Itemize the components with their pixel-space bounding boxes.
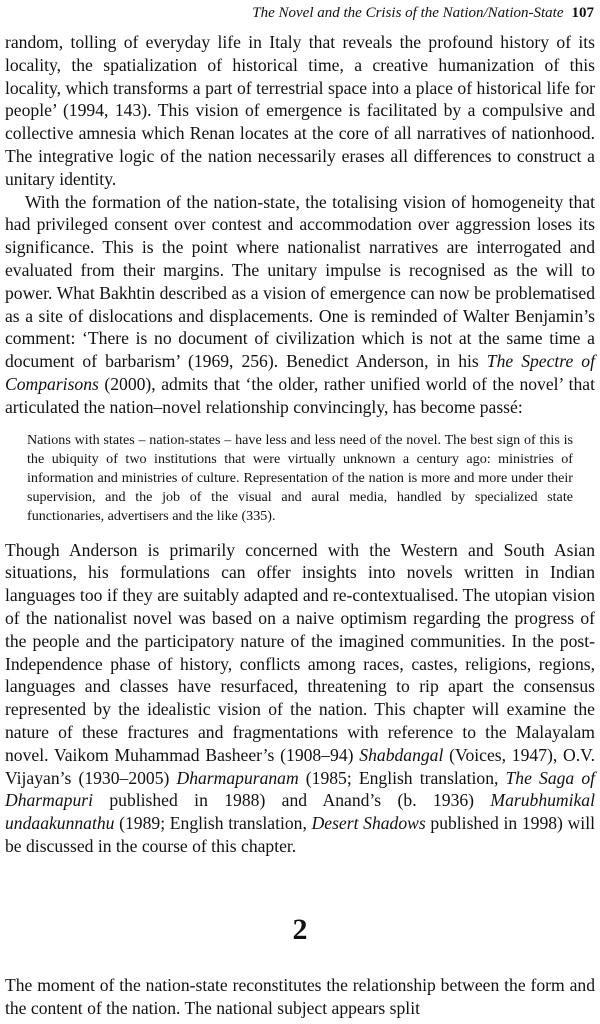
book-title-dharmapuranam: Dharmapuranam: [176, 767, 299, 788]
book-title-saga-of-dharmapuri: The Saga of Dharmapuri: [5, 767, 596, 811]
book-title-spectre: The Spectre of Comparisons: [5, 351, 595, 394]
book-title-marubhumikal: Marubhumikal undaakunnathu: [5, 790, 595, 834]
book-title-desert-shadows: Desert Shadows: [311, 813, 426, 834]
book-title-shabdangal: Shabdangal: [359, 744, 444, 765]
paragraph-3-text-d: published in 1988) and Anand’s (b. 1936): [92, 790, 491, 811]
paragraph-3-text-e: (1989; English translation,: [114, 813, 312, 834]
body-text: [5, 31, 595, 1019]
paragraph-2: [5, 191, 595, 419]
paragraph-1: random, tolling of everyday life in Italy that reveals the profound history of its locality, the spatialization of historical time, a creative humanization of this locality, which transforms a part of terrestrial space into a place of historical life for people’ (1994, 143). This vision of emergence is facilitated by a compulsive and collective amnesia which Renan locates at the core of all narratives of nationhood. The integrative logic of the nation necessarily erases all differences to construct a unitary identity.: [5, 32, 595, 189]
running-header: [0, 5, 594, 22]
paragraph-3-text-c: (1985; English translation,: [298, 767, 506, 788]
block-quote-text: Nations with states – nation-states – have less and less need of the novel. The best sign of this is the ubiquity of two institutions that were virtually unknown a century ago: ministries of information and ministries of culture. Representation of the nation is more and more under their supervision, and the job of the visual and aural media, handled by specialized state functionaries, advertisers and the like (335).: [27, 431, 573, 525]
paragraph-3-text-b: (Voices, 1947), O.V. Vijayan’s (1930–2005): [5, 744, 595, 788]
page-number: 107: [571, 5, 594, 21]
paragraph-3: [5, 539, 595, 858]
paragraph-2-text-a: With the formation of the nation-state, the totalising vision of homogeneity that had privileged consent over contest and accommodation over aggression loses its significance. This is the point where nationalist narratives are interrogated and evaluated from their margins. The unitary impulse is recognised as the will to power. What Bakhtin described as a vision of emergence can now be problematised as a site of dislocations and displacements. One is reminded of Walter Benjamin’s comment: ‘There is no document of civilization which is not at the same time a document of barbarism’ (1969, 256). Benedict Anderson, in his: [5, 191, 595, 372]
running-title: The Novel and the Crisis of the Nation/Nation-State: [252, 5, 564, 21]
paragraph-3-text-f: published in 1998) will be discussed in the course of this chapter.: [5, 813, 595, 856]
block-quote: [27, 431, 573, 527]
section-number: 2: [292, 912, 308, 946]
paragraph-4: The moment of the nation-state reconstitutes the relationship between the form and the content of the nation. The national subject appears split: [5, 974, 595, 1018]
paragraph-2-text-b: (2000), admits that ‘the older, rather unified world of the novel’ that articulated the nation–novel relationship convincingly, has become passé:: [5, 373, 595, 417]
paragraph-3-text-a: Though Anderson is primarily concerned with the Western and South Asian situations, his formulations can offer insights into novels written in Indian languages too if they are suitably adapted and re-contextualised. The utopian vision of the nationalist novel was based on a naive optimism regarding the progress of the people and the participatory nature of the imagined communities. In the post-Independence phase of history, conflicts among races, castes, religions, regions, languages and classes have resurfaced, threatening to rip apart the consensus represented by the idealistic vision of the nation. This chapter will examine the nature of these fractures and fragmentations with reference to the Malayalam novel. Vaikom Muhammad Basheer’s (1908–94): [5, 539, 595, 765]
